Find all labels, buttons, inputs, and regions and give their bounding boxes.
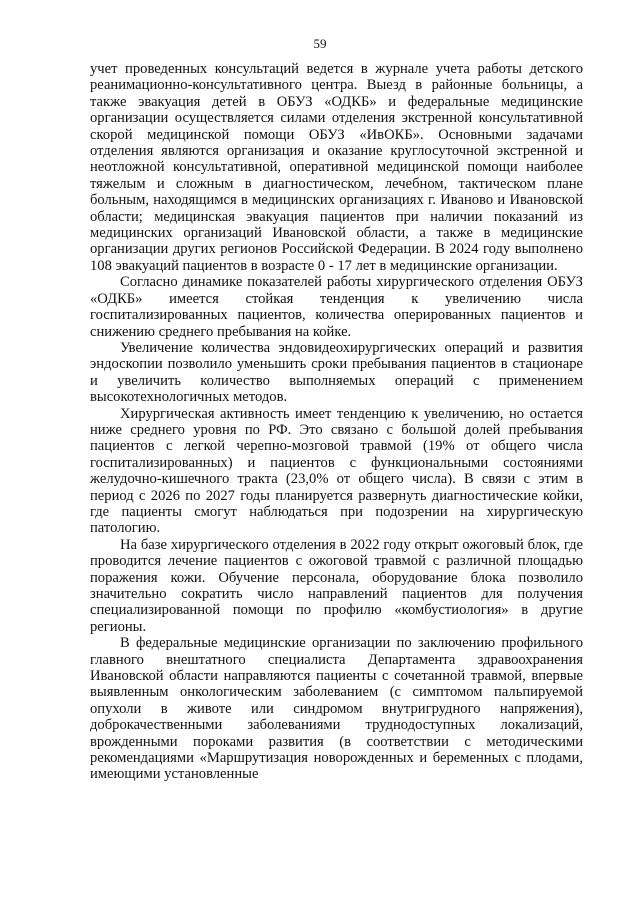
paragraph-endovideosurgery: Увеличение количества эндовидеохирургических операций и развития эндоскопии позволило уменьшить сроки пребывания пациентов в стационаре и увеличить количество выполняемых операций с применением высокотехнологичных методов. xyxy=(90,339,583,406)
paragraph-surgical-dynamics: Согласно динамике показателей работы хирургического отделения ОБУЗ «ОДКБ» имеется стойкая тенденция к увеличению числа госпитализированных пациентов, количества оперированных пациентов и снижению среднего пребывания на койке. xyxy=(90,274,583,340)
page-number: 59 xyxy=(313,36,327,51)
body-text xyxy=(90,61,583,783)
paragraph-surgical-activity: Хирургическая активность имеет тенденцию к увеличению, но остается ниже среднего уровня по РФ. Это связано с большой долей пребывания пациентов с легкой черепно-мозговой травмой (19% от общего числа госпитализированных) и пациентов с функциональными состояниями желудочно-кишечного тракта (23,0% от общего числа). В связи с этим в период с 2026 по 2027 годы планируется развернуть диагностические койки, где пациенты смогут наблюдаться при подозрении на хирургическую патологию. xyxy=(90,405,583,537)
paragraph-burn-unit: На базе хирургического отделения в 2022 году открыт ожоговый блок, где проводится лечение пациентов с ожоговой травмой с различной площадью поражения кожи. Обучение персонала, оборудование блока позволило значительно сократить число направлений пациентов для получения специализированной помощи по профилю «комбустиология» в другие регионы. xyxy=(90,536,583,635)
paragraph-continuation: учет проведенных консультаций ведется в журнале учета работы детского реанимационно-консультативного центра. Выезд в районные больницы, а также эвакуация детей в ОБУЗ «ОДКБ» и федеральные медицинские организации осуществляется силами отделения экстренной консультативной скорой медицинской помощи ОБУЗ «ИвОКБ». Основными задачами отделения являются организация и оказание круглосуточной экстренной и неотложной консультативной, оперативной медицинской помощи наиболее тяжелым и сложным в диагностическом, лечебном, тактическом плане больным, находящимся в медицинских организациях г. Иваново и Ивановской области; медицинская эвакуация пациентов при наличии показаний из медицинских организаций Ивановской области, а также в медицинские организации других регионов Российской Федерации. В 2024 году выполнено 108 эвакуаций пациентов в возрасте 0 - 17 лет в медицинские организации. xyxy=(90,61,583,274)
paragraph-federal-referral: В федеральные медицинские организации по заключению профильного главного внештатного специалиста Департамента здравоохранения Ивановской области направляются пациенты с сочетанной травмой, впервые выявленным онкологическим заболеванием (с симптомом пальпируемой опухоли в животе или синдромом внутригрудного напряжения), доброкачественными заболеваниями труднодоступных локализаций, врожденными пороками развития (в соответствии с методическими рекомендациями «Маршрутизация новорожденных и беременных с плодами, имеющими установленные xyxy=(90,635,583,783)
